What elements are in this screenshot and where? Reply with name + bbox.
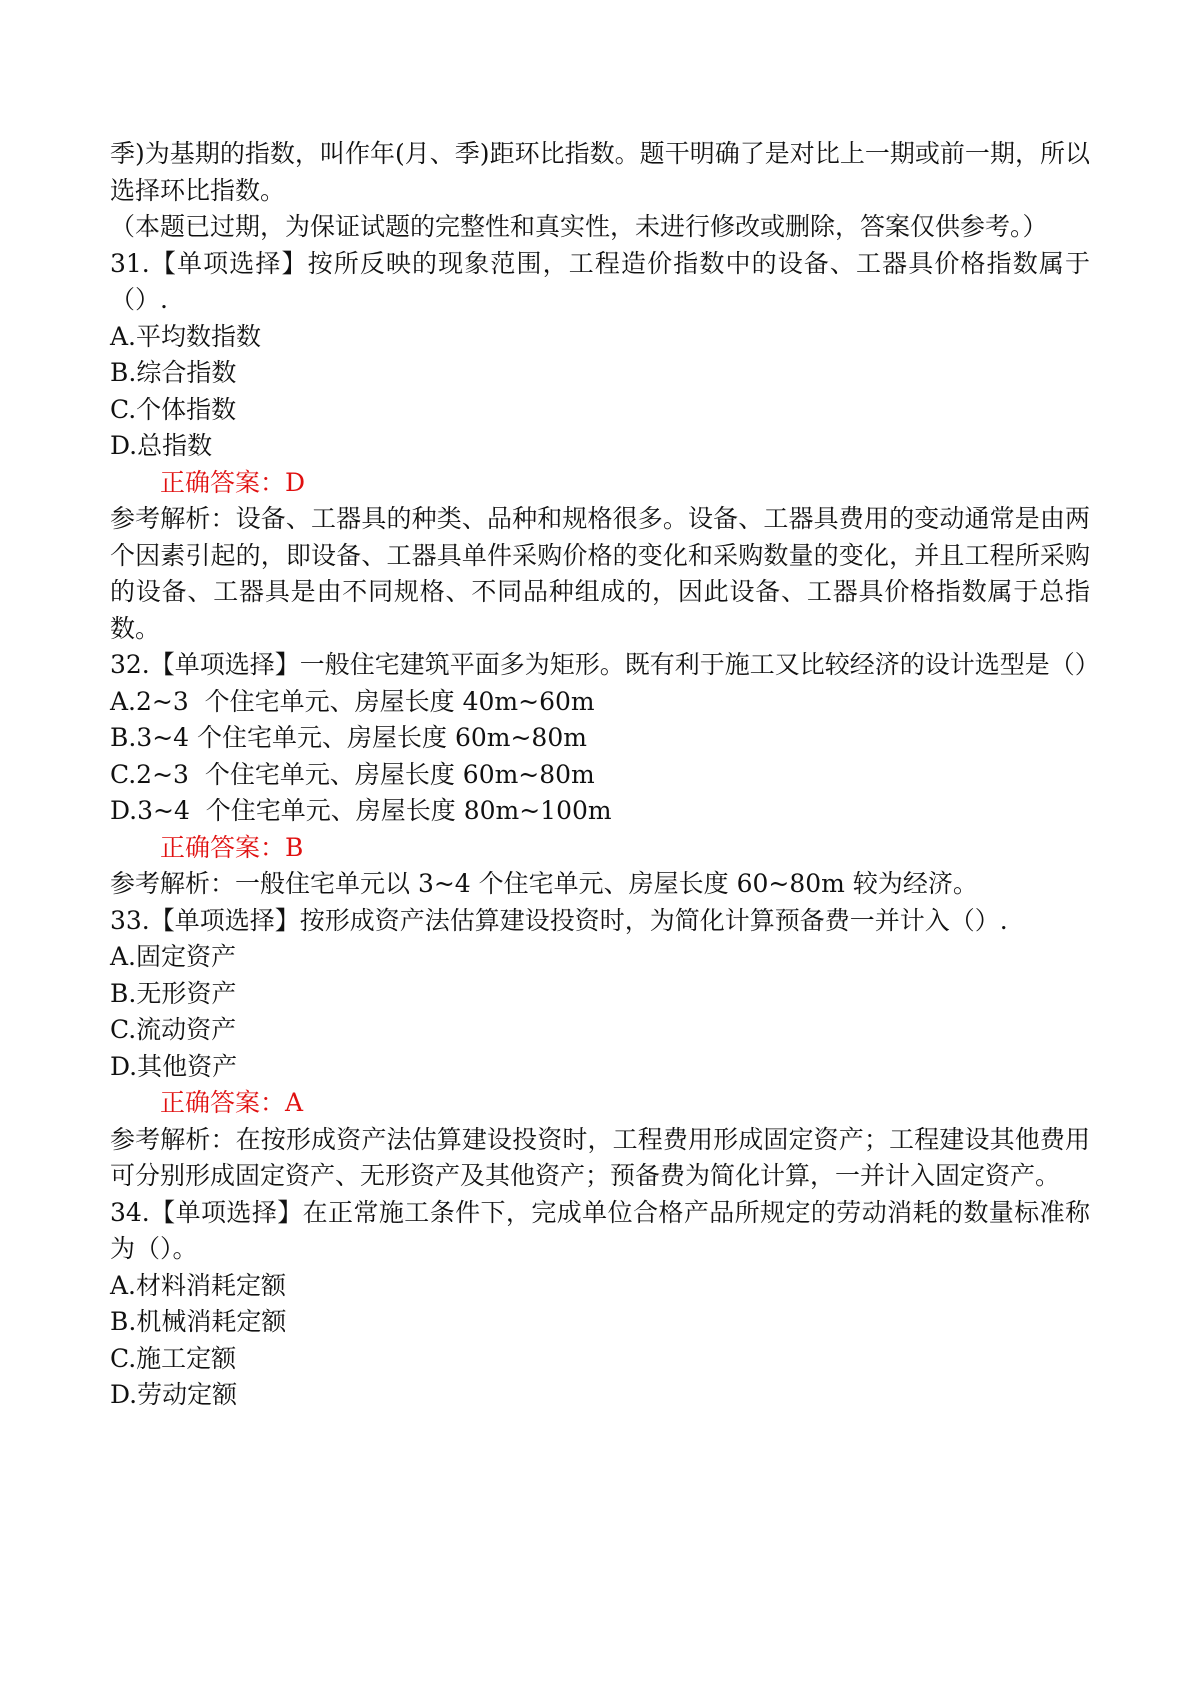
question-stem: 33.【单项选择】按形成资产法估算建设投资时，为简化计算预备费一并计入（）. <box>110 905 1008 935</box>
answer-analysis: 参考解析：设备、工器具的种类、品种和规格很多。设备、工器具费用的变动通常是由两个因素引起的，即设备、工器具单件采购价格的变化和采购数量的变化，并且工程所采购的设备、工器具是由不同规格、不同品种组成的，因此设备、工器具价格指数属于总指数。 <box>110 504 1090 643</box>
question-32 <box>110 647 1100 903</box>
option-a: A.材料消耗定额 <box>110 1270 287 1300</box>
option-a: A.2~3 个住宅单元、房屋长度 40m~60m <box>110 686 595 716</box>
option-b: B.机械消耗定额 <box>110 1307 287 1336</box>
answer-analysis: 参考解析：在按形成资产法估算建设投资时，工程费用形成固定资产；工程建设其他费用可分别形成固定资产、无形资产及其他资产；预备费为简化计算，一并计入固定资产。 <box>110 1124 1090 1190</box>
question-stem: 34.【单项选择】在正常施工条件下，完成单位合格产品所规定的劳动消耗的数量标准称为（）。 <box>110 1197 1090 1263</box>
option-d: D.劳动定额 <box>110 1380 238 1409</box>
option-b: B.3~4 个住宅单元、房屋长度 60m~80m <box>110 723 587 752</box>
option-c: C.施工定额 <box>110 1343 237 1373</box>
option-c: C.2~3 个住宅单元、房屋长度 60m~80m <box>110 759 595 789</box>
correct-answer: 正确答案：D <box>160 467 306 497</box>
question-31 <box>110 246 1090 648</box>
correct-answer: 正确答案：B <box>160 832 304 862</box>
document-page <box>110 136 1100 1414</box>
option-b: B.综合指数 <box>110 358 237 387</box>
option-d: D.其他资产 <box>110 1051 238 1081</box>
expired-note: （本题已过期，为保证试题的完整性和真实性，未进行修改或删除，答案仅供参考。） <box>110 212 1048 241</box>
answer-analysis: 参考解析：一般住宅单元以 3~4 个住宅单元、房屋长度 60~80m 较为经济。 <box>110 869 978 898</box>
option-a: A.平均数指数 <box>110 321 262 351</box>
option-c: C.流动资产 <box>110 1015 237 1044</box>
question-33 <box>110 903 1090 1195</box>
option-c: C.个体指数 <box>110 394 237 424</box>
intro-paragraph: 季)为基期的指数，叫作年(月、季)距环比指数。题干明确了是对比上一期或前一期，所以选择环比指数。 <box>110 139 1090 205</box>
option-d: D.总指数 <box>110 431 213 460</box>
option-d: D.3~4 个住宅单元、房屋长度 80m~100m <box>110 796 612 825</box>
question-stem: 32.【单项选择】一般住宅建筑平面多为矩形。既有利于施工又比较经济的设计选型是（） <box>110 650 1100 679</box>
question-34 <box>110 1195 1090 1414</box>
question-stem: 31.【单项选择】按所反映的现象范围，工程造价指数中的设备、工器具价格指数属于（）. <box>110 248 1090 314</box>
option-a: A.固定资产 <box>110 942 237 971</box>
option-b: B.无形资产 <box>110 978 237 1008</box>
correct-answer: 正确答案：A <box>160 1088 304 1117</box>
